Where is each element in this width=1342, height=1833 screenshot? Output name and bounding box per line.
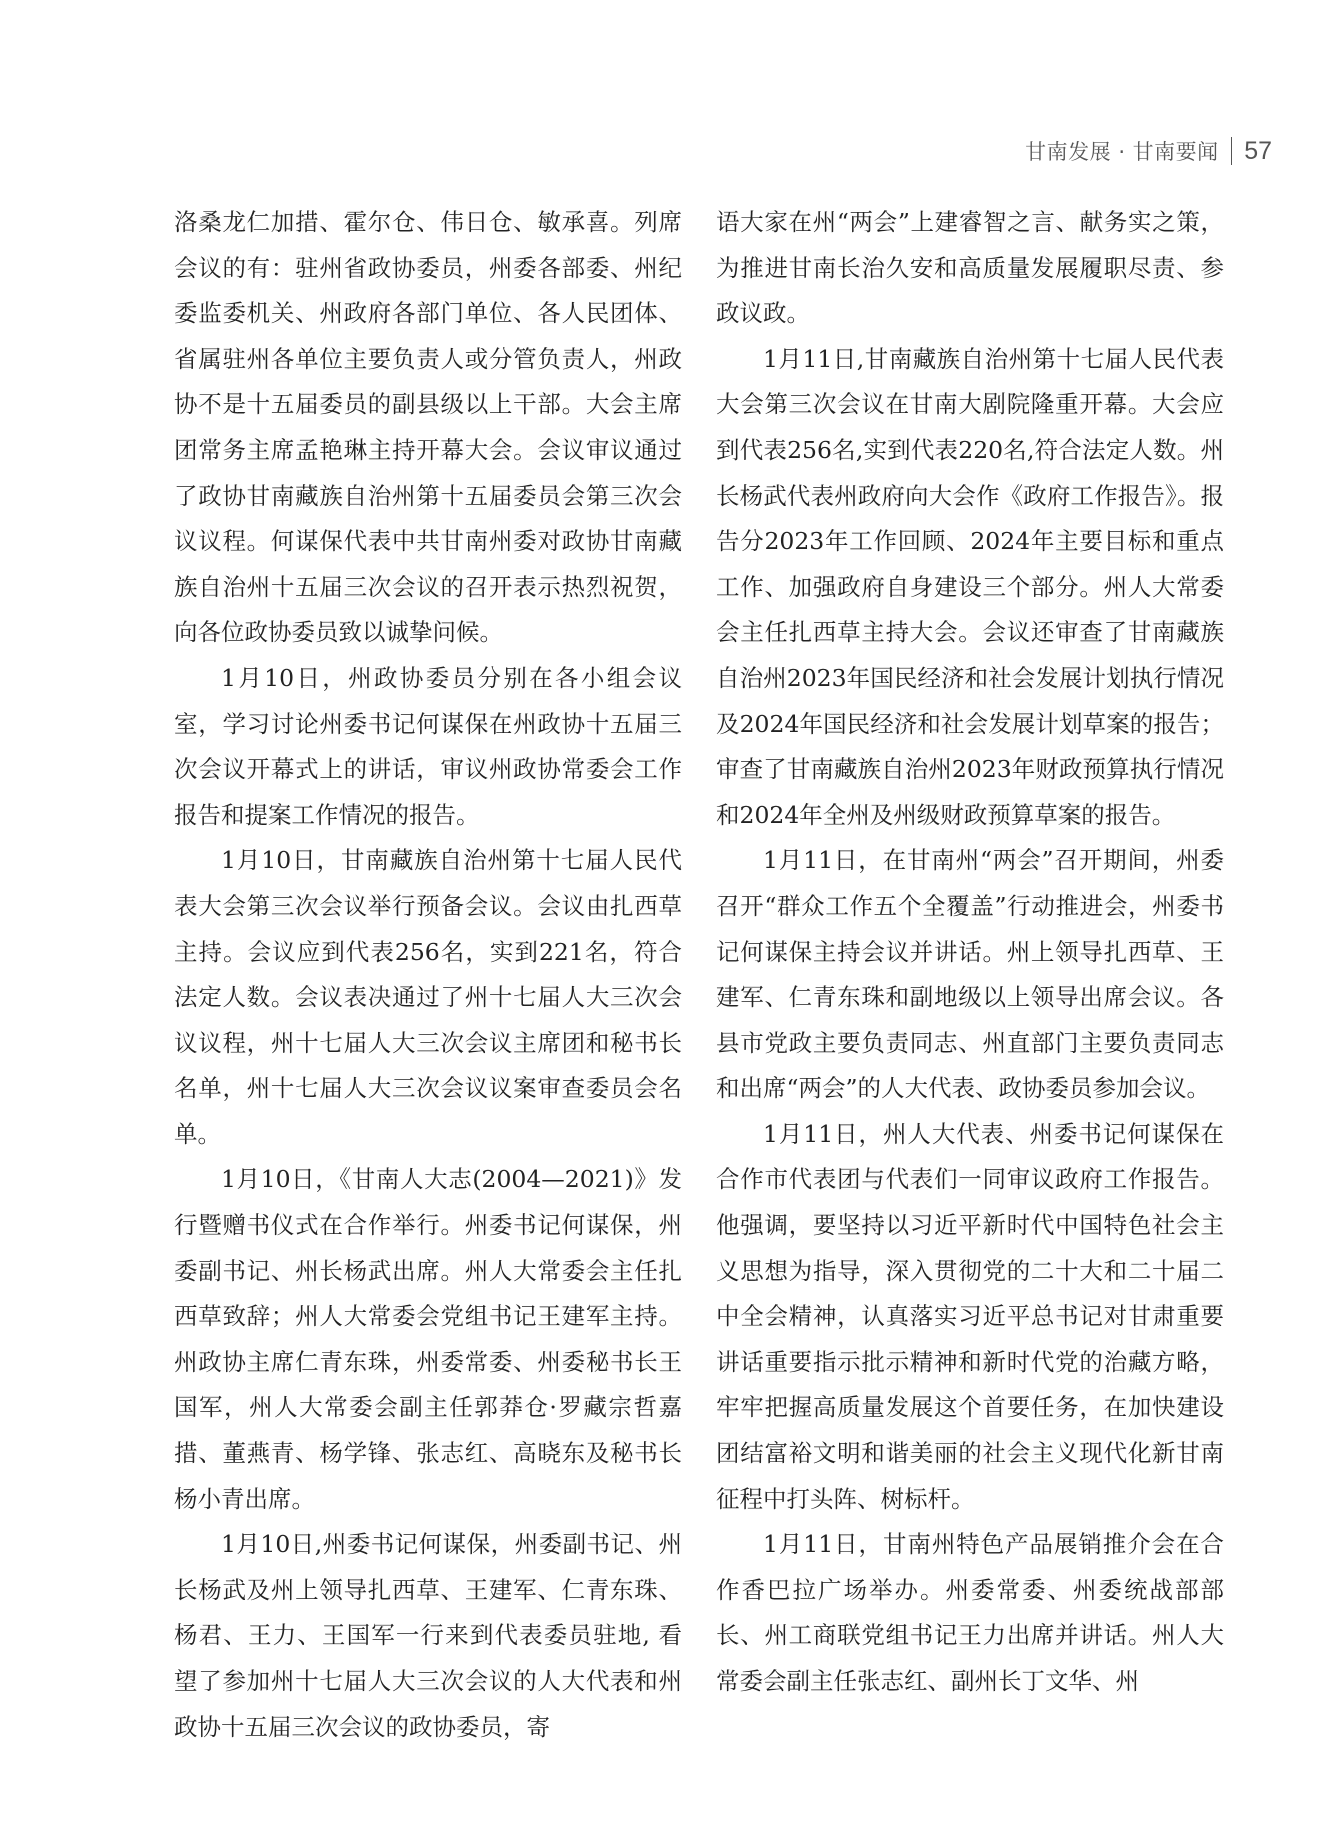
left-column bbox=[174, 200, 682, 1750]
paragraph: 1月10日,州委书记何谋保，州委副书记、州长杨武及州上领导扎西草、王建军、仁青东珠、杨君、王力、王国军一行来到代表委员驻地, 看望了参加州十七届人大三次会议的人大代表和州政协十五届三次会议的政协委员，寄 bbox=[174, 1530, 682, 1741]
paragraph: 语大家在州“两会”上建睿智之言、献务实之策，为推进甘南长治久安和高质量发展履职尽责、参政议政。 bbox=[716, 208, 1224, 328]
paragraph: 洛桑龙仁加措、霍尔仓、伟日仓、敏承喜。列席会议的有：驻州省政协委员，州委各部委、州纪委监委机关、州政府各部门单位、各人民团体、省属驻州各单位主要负责人或分管负责人，州政协不是十五届委员的副县级以上干部。大会主席团常务主席孟艳琳主持开幕大会。会议审议通过了政协甘南藏族自治州第十五届委员会第三次会议议程。何谋保代表中共甘南州委对政协甘南藏族自治州十五届三次会议的召开表示热烈祝贺，向各位政协委员致以诚挚问候。 bbox=[174, 208, 682, 647]
page-number: 57 bbox=[1244, 136, 1272, 165]
paragraph: 1月11日，甘南州特色产品展销推介会在合作香巴拉广场举办。州委常委、州委统战部部长、州工商联党组书记王力出席并讲话。州人大常委会副主任张志红、副州长丁文华、州 bbox=[716, 1530, 1224, 1695]
section-title: 甘南发展 · 甘南要闻 bbox=[1025, 140, 1219, 164]
paragraph: 1月10日，《甘南人大志(2004—2021)》发行暨赠书仪式在合作举行。州委书记何谋保，州委副书记、州长杨武出席。州人大常委会主任扎西草致辞；州人大常委会党组书记王建军主持。州政协主席仁青东珠，州委常委、州委秘书长王国军，州人大常委会副主任郭莽仓·罗藏宗哲嘉措、董燕青、杨学锋、张志红、高晓东及秘书长杨小青出席。 bbox=[174, 1165, 682, 1513]
header-divider bbox=[1231, 137, 1233, 165]
running-header bbox=[1025, 134, 1272, 168]
paragraph: 1月11日,甘南藏族自治州第十七届人民代表大会第三次会议在甘南大剧院隆重开幕。大会应到代表256名,实到代表220名,符合法定人数。州长杨武代表州政府向大会作《政府工作报告》。报告分2023年工作回顾、2024年主要目标和重点工作、加强政府自身建设三个部分。州人大常委会主任扎西草主持大会。会议还审查了甘南藏族自治州2023年国民经济和社会发展计划执行情况及2024年国民经济和社会发展计划草案的报告；审查了甘南藏族自治州2023年财政预算执行情况和2024年全州及州级财政预算草案的报告。 bbox=[716, 344, 1224, 829]
paragraph: 1月10日，甘南藏族自治州第十七届人民代表大会第三次会议举行预备会议。会议由扎西草主持。会议应到代表256名，实到221名，符合法定人数。会议表决通过了州十七届人大三次会议议程，州十七届人大三次会议主席团和秘书长名单，州十七届人大三次会议议案审查委员会名单。 bbox=[174, 846, 682, 1148]
paragraph: 1月11日，在甘南州“两会”召开期间，州委召开“群众工作五个全覆盖”行动推进会，州委书记何谋保主持会议并讲话。州上领导扎西草、王建军、仁青东珠和副地级以上领导出席会议。各县市党政主要负责同志、州直部门主要负责同志和出席“两会”的人大代表、政协委员参加会议。 bbox=[716, 846, 1224, 1103]
paragraph: 1月10日，州政协委员分别在各小组会议室，学习讨论州委书记何谋保在州政协十五届三次会议开幕式上的讲话，审议州政协常委会工作报告和提案工作情况的报告。 bbox=[174, 663, 682, 829]
paragraph: 1月11日，州人大代表、州委书记何谋保在合作市代表团与代表们一同审议政府工作报告。他强调，要坚持以习近平新时代中国特色社会主义思想为指导，深入贯彻党的二十大和二十届二中全会精神，认真落实习近平总书记对甘肃重要讲话重要指示批示精神和新时代党的治藏方略，牢牢把握高质量发展这个首要任务，在加快建设团结富裕文明和谐美丽的社会主义现代化新甘南征程中打头阵、树标杆。 bbox=[716, 1119, 1224, 1513]
right-column bbox=[716, 200, 1224, 1705]
